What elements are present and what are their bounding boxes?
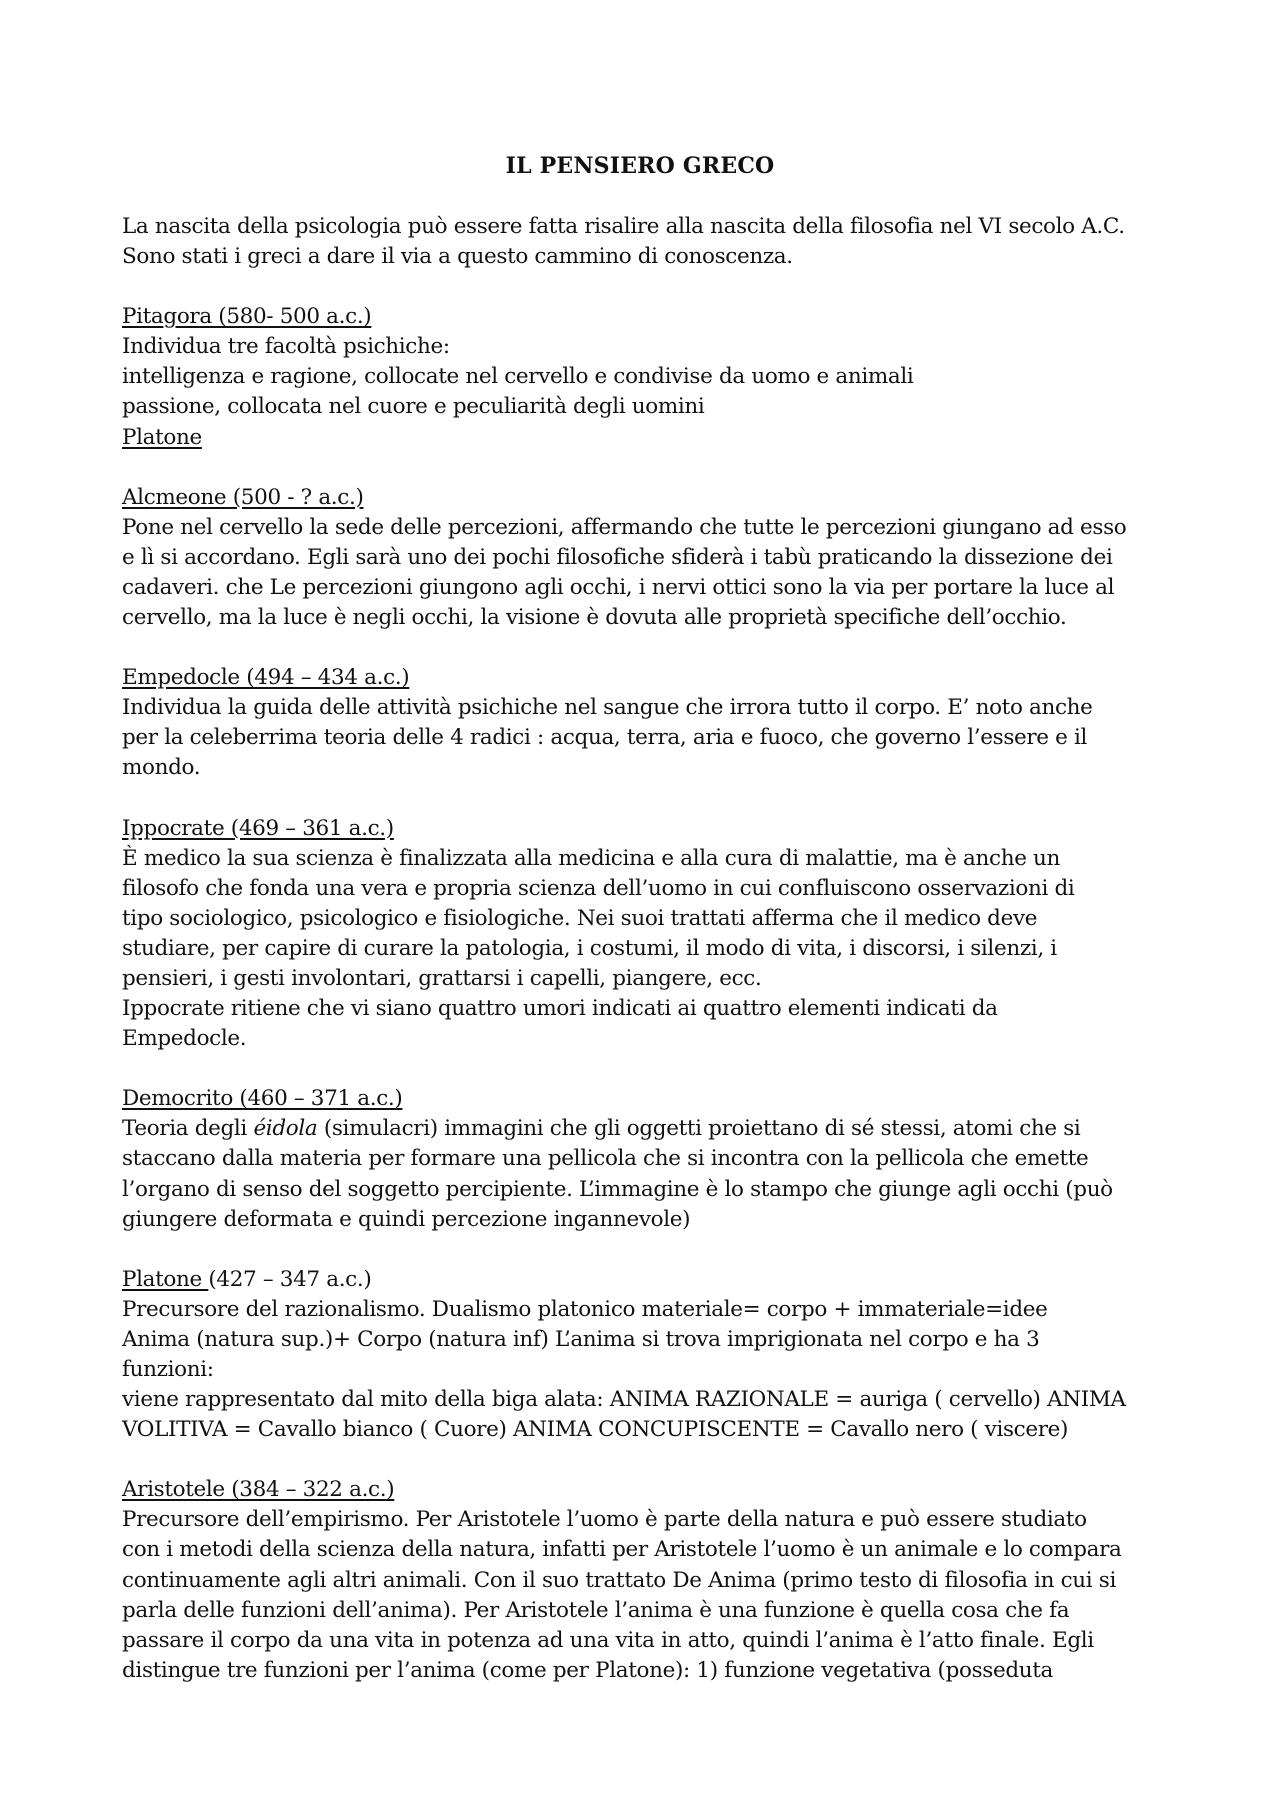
text-line: Individua la guida delle attività psichiche nel sangue che irrora tutto il corpo. E’ noto anche [122,695,1093,721]
section-alcmeone [122,483,1167,633]
section-heading: Alcmeone (500 - ? a.c.) [122,484,364,510]
text-line: Ippocrate ritiene che vi siano quattro umori indicati ai quattro elementi indicati da [122,996,998,1022]
text-line: cadaveri. che Le percezioni giungono agli occhi, i nervi ottici sono la via per portare la luce al [122,574,1115,600]
text-line: cervello, ma la luce è negli occhi, la visione è dovuta alle proprietà specifiche dell’occhio. [122,605,1067,631]
italic-term: éidola [253,1116,318,1142]
text-line: pensieri, i gesti involontari, grattarsi i capelli, piangere, ecc. [122,965,762,991]
text-line: Empedocle. [122,1026,247,1052]
text-line: viene rappresentato dal mito della biga alata: ANIMA RAZIONALE = auriga ( cervello) ANIMA [122,1387,1126,1413]
text-line: giungere deformata e quindi percezione ingannevole) [122,1206,691,1232]
text-line: Anima (natura sup.)+ Corpo (natura inf) L’anima si trova imprigionata nel corpo e ha 3 [122,1326,1040,1352]
text-line: La nascita della psicologia può essere fatta risalire alla nascita della filosofia nel VI secolo A.C. [122,214,1125,239]
section-platone [122,1265,1167,1446]
intro-paragraph [122,212,1167,272]
heading-rest: (427 – 347 a.c.) [208,1266,372,1292]
text-line [122,1114,1167,1144]
section-link-platone[interactable]: Platone [122,424,202,450]
text-line: Precursore del razionalismo. Dualismo platonico materiale= corpo + immateriale=idee [122,1296,1048,1322]
section-heading: Ippocrate (469 – 361 a.c.) [122,815,394,841]
text-line: tipo sociologico, psicologico e fisiologiche. Nei suoi trattati afferma che il medico deve [122,905,1038,931]
heading-underlined: Platone [122,1266,209,1292]
text-line: e lì si accordano. Egli sarà uno dei pochi filosofiche sfiderà i tabù praticando la dissezione dei [122,544,1113,570]
section-aristotele [122,1475,1167,1686]
text-line: con i metodi della scienza della natura, infatti per Aristotele l’uomo è un animale e lo compara [122,1537,1122,1563]
text-line: È medico la sua scienza è finalizzata alla medicina e alla cura di malattie, ma è anche un [122,845,1061,871]
text-line: intelligenza e ragione, collocate nel cervello e condivise da uomo e animali [122,364,914,390]
text-fragment: Teoria degli [122,1116,254,1142]
section-pitagora [122,302,1167,452]
text-line: filosofo che fonda una vera e propria scienza dell’uomo in cui confluiscono osservazioni di [122,875,1075,901]
text-line: passione, collocata nel cuore e peculiarità degli uomini [122,394,705,420]
text-line: per la celeberrima teoria delle 4 radici : acqua, terra, aria e fuoco, che governo l’essere e il [122,725,1088,751]
text-line: VOLITIVA = Cavallo bianco ( Cuore) ANIMA CONCUPISCENTE = Cavallo nero ( viscere) [122,1417,1069,1443]
section-heading: Empedocle (494 – 434 a.c.) [122,665,410,691]
document-body [122,212,1167,1686]
text-line: continuamente agli altri animali. Con il suo trattato De Anima (primo testo di filosofia in cui si [122,1567,1116,1593]
text-line: passare il corpo da una vita in potenza ad una vita in atto, quindi l’anima è l’atto finale. Egli [122,1627,1094,1653]
text-line: staccano dalla materia per formare una pellicola che si incontra con la pellicola che emette [122,1146,1089,1172]
text-line: studiare, per capire di curare la patologia, i costumi, il modo di vita, i discorsi, i silenzi, i [122,935,1057,961]
section-heading: Aristotele (384 – 322 a.c.) [122,1477,395,1503]
text-line: funzioni: [122,1357,214,1382]
section-empedocle [122,663,1167,783]
section-heading: Democrito (460 – 371 a.c.) [122,1086,403,1112]
section-heading: Pitagora (580- 500 a.c.) [122,304,372,330]
text-line: Pone nel cervello la sede delle percezioni, affermando che tutte le percezioni giungano ad esso [122,514,1127,540]
text-line: Precursore dell’empirismo. Per Aristotele l’uomo è parte della natura e può essere studiato [122,1507,1087,1533]
text-line: Sono stati i greci a dare il via a questo cammino di conoscenza. [122,244,793,270]
text-fragment: (simulacri) immagini che gli oggetti proiettano di sé stessi, atomi che si [317,1116,1081,1142]
section-ippocrate [122,814,1167,1055]
section-democrito [122,1084,1167,1234]
text-line: distingue tre funzioni per l’anima (come per Platone): 1) funzione vegetativa (posseduta [122,1657,1054,1683]
section-heading [122,1265,1167,1295]
document-title: IL PENSIERO GRECO [505,153,775,179]
text-line: parla delle funzioni dell’anima). Per Aristotele l’anima è una funzione è quella cosa che fa [122,1597,1070,1623]
text-line: l’organo di senso del soggetto percipiente. L’immagine è lo stampo che giunge agli occhi (può [122,1176,1113,1202]
text-line: Individua tre facoltà psichiche: [122,334,450,360]
text-line: mondo. [122,755,201,781]
